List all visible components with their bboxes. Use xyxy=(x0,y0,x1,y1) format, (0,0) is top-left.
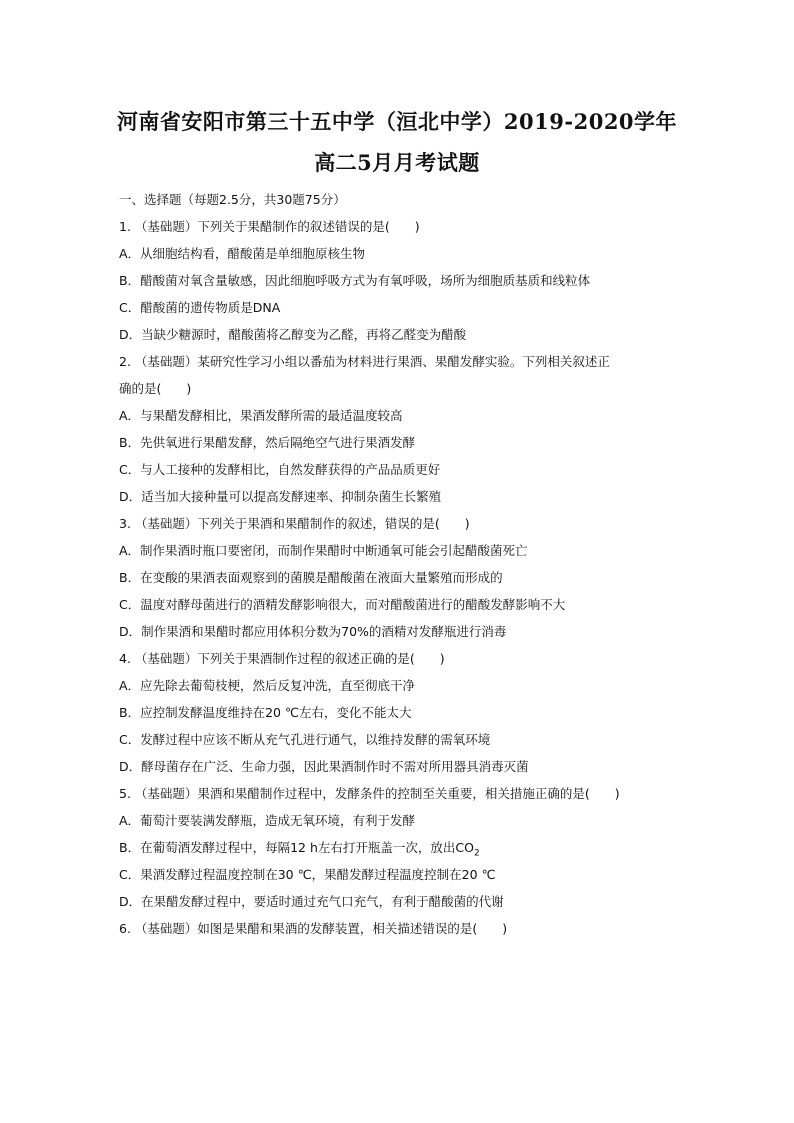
question-1-option-c: C．醋酸菌的遗传物质是DNA xyxy=(119,300,281,315)
question-4-stem: 4. （基础题）下列关于果酒制作过程的叙述正确的是( ) xyxy=(119,651,445,666)
question-2-option-d: D．适当加大接种量可以提高发酵速率、抑制杂菌生长繁殖 xyxy=(119,489,442,504)
question-2-option-a: A．与果醋发酵相比，果酒发酵所需的最适温度较高 xyxy=(119,408,403,423)
question-2-stem-line-2: 确的是( ) xyxy=(119,381,192,396)
question-list xyxy=(119,186,679,942)
question-1-option-d: D．当缺少糖源时，醋酸菌将乙醇变为乙醛，再将乙醛变为醋酸 xyxy=(119,327,467,342)
question-1-option-a: A．从细胞结构看，醋酸菌是单细胞原核生物 xyxy=(119,246,366,261)
section-heading: 一、选择题（每题2.5分，共30题75分） xyxy=(119,192,346,207)
question-4-option-b: B．应控制发酵温度维持在20 ℃左右，变化不能太大 xyxy=(119,705,412,720)
document-title-line-1: 河南省安阳市第三十五中学（洹北中学）2019-2020学年 xyxy=(116,109,678,134)
question-3-option-d: D．制作果酒和果醋时都应用体积分数为70%的酒精对发酵瓶进行消毒 xyxy=(119,624,507,639)
question-5-option-a: A．葡萄汁要装满发酵瓶，造成无氧环境，有利于发酵 xyxy=(119,813,416,828)
question-5-option-b xyxy=(119,834,679,861)
question-5-stem: 5. （基础题）果酒和果醋制作过程中，发酵条件的控制至关重要，相关措施正确的是( ) xyxy=(119,786,620,801)
document-title-line-2: 高二5月月考试题 xyxy=(314,150,480,175)
question-4-option-c: C．发酵过程中应该不断从充气孔进行通气，以维持发酵的需氧环境 xyxy=(119,732,491,747)
question-5-option-d: D．在果醋发酵过程中，要适时通过充气口充气，有利于醋酸菌的代谢 xyxy=(119,894,504,909)
question-2-option-b: B．先供氧进行果醋发酵，然后隔绝空气进行果酒发酵 xyxy=(119,435,416,450)
question-5-option-c: C．果酒发酵过程温度控制在30 ℃，果醋发酵过程温度控制在20 ℃ xyxy=(119,867,496,882)
question-3-option-a: A．制作果酒时瓶口要密闭，而制作果醋时中断通氧可能会引起醋酸菌死亡 xyxy=(119,543,528,558)
question-4-option-a: A．应先除去葡萄枝梗，然后反复冲洗，直至彻底干净 xyxy=(119,678,416,693)
question-3-option-b: B．在变酸的果酒表面观察到的菌膜是醋酸菌在液面大量繁殖而形成的 xyxy=(119,570,503,585)
co2-subscript: 2 xyxy=(473,848,480,859)
question-4-option-d: D．酵母菌存在广泛、生命力强，因此果酒制作时不需对所用器具消毒灭菌 xyxy=(119,759,529,774)
question-1-option-b: B．醋酸菌对氧含量敏感，因此细胞呼吸方式为有氧呼吸，场所为细胞质基质和线粒体 xyxy=(119,273,591,288)
question-3-option-c: C．温度对酵母菌进行的酒精发酵影响很大，而对醋酸菌进行的醋酸发酵影响不大 xyxy=(119,597,566,612)
question-2-option-c: C．与人工接种的发酵相比，自然发酵获得的产品品质更好 xyxy=(119,462,441,477)
question-3-stem: 3. （基础题）下列关于果酒和果醋制作的叙述，错误的是( ) xyxy=(119,516,470,531)
question-6-stem: 6. （基础题）如图是果醋和果酒的发酵装置，相关描述错误的是( ) xyxy=(119,921,508,936)
question-2-stem-line-1: 2. （基础题）某研究性学习小组以番茄为材料进行果酒、果醋发酵实验。下列相关叙述正 xyxy=(119,354,610,369)
question-1-stem: 1. （基础题）下列关于果醋制作的叙述错误的是( ) xyxy=(119,219,420,234)
question-5-option-b-text: B．在葡萄酒发酵过程中，每隔12 h左右打开瓶盖一次，放出CO xyxy=(119,840,474,855)
